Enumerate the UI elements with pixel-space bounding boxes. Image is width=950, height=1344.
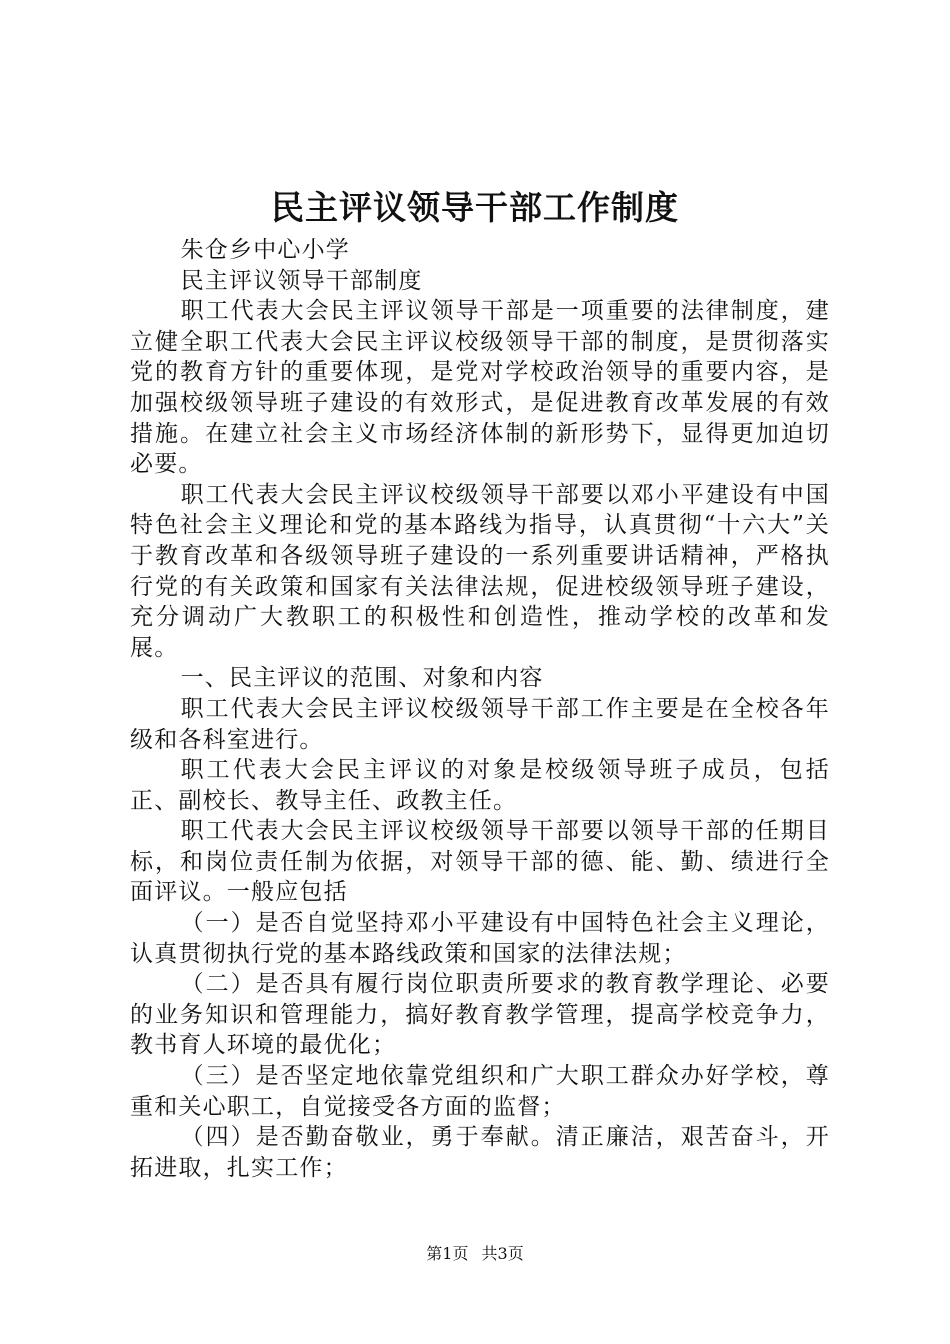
subtitle: 民主评议领导干部制度 bbox=[180, 267, 423, 294]
list-item: （四）是否勤奋敬业，勇于奉献。清正廉洁，艰苦奋斗，开拓进取，扎实工作； bbox=[130, 1124, 830, 1181]
list-item: （二）是否具有履行岗位职责所要求的教育教学理论、必要的业务知识和管理能力，搞好教育教学管理，提高学校竞争力，教书育人环境的最优化； bbox=[130, 971, 830, 1059]
school-name: 朱仓乡中心小学 bbox=[180, 237, 350, 263]
section-heading: 一、民主评议的范围、对象和内容 bbox=[180, 665, 544, 692]
page-number: 第1页 bbox=[426, 1244, 469, 1263]
paragraph: 职工代表大会民主评议领导干部是一项重要的法律制度，建立健全职工代表大会民主评议校级领导干部的制度，是贯彻落实党的教育方针的重要体现，是党对学校政治领导的重要内容，是加强校级领导班子建设的有效形式，是促进教育改革发展的有效措施。在建立社会主义市场经济体制的新形势下，显得更加迫切必要。 bbox=[130, 298, 830, 478]
paragraph: 职工代表大会民主评议校级领导干部工作主要是在全校各年级和各科室进行。 bbox=[130, 695, 830, 753]
document-body bbox=[130, 235, 830, 1183]
page-footer bbox=[0, 1243, 950, 1265]
page-total: 共3页 bbox=[481, 1244, 524, 1263]
paragraph: 职工代表大会民主评议校级领导干部要以邓小平建设有中国特色社会主义理论和党的基本路线为指导，认真贯彻“十六大”关于教育改革和各级领导班子建设的一系列重要讲话精神，严格执行党的有关政策和国家有关法律法规，促进校级领导班子建设，充分调动广大教职工的积极性和创造性，推动学校的改革和发展。 bbox=[130, 481, 830, 661]
list-item: （三）是否坚定地依靠党组织和广大职工群众办好学校，尊重和关心职工，自觉接受各方面的监督； bbox=[130, 1063, 830, 1120]
list-item: （一）是否自觉坚持邓小平建设有中国特色社会主义理论，认真贯彻执行党的基本路线政策和国家的法律法规； bbox=[130, 910, 830, 967]
paragraph: 职工代表大会民主评议的对象是校级领导班子成员，包括正、副校长、教导主任、政教主任。 bbox=[130, 757, 830, 814]
document-title: 民主评议领导干部工作制度 bbox=[271, 188, 679, 227]
paragraph: 职工代表大会民主评议校级领导干部要以领导干部的任期目标，和岗位责任制为依据，对领导干部的德、能、勤、绩进行全面评议。一般应包括 bbox=[130, 818, 830, 906]
